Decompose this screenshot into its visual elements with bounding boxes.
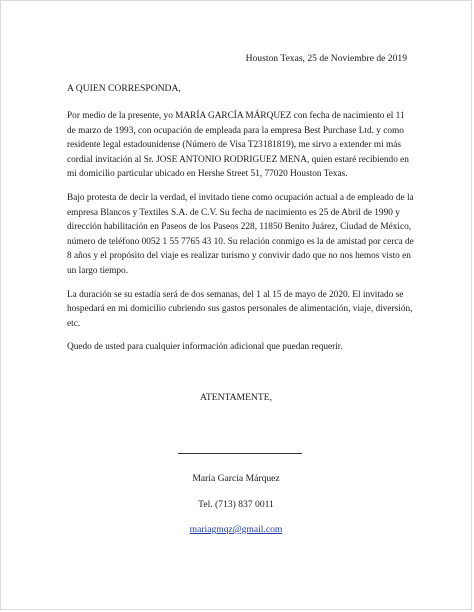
paragraph-guest-details: Bajo protesta de decir la verdad, el invitado tiene como ocupación actual a de empleado de la empresa Blancos y Textiles S.A. de C.V. Su fecha de nacimiento es 25 de Abril de 1990 y dirección habilitación en Paseos de los Paseos 228, 11850 Benito Juárez, Ciudad de México, número de teléfono 0052 1 55 7765 43 10. Su relación conmigo es la de amistad por cerca de 8 años y el propósito del viaje es realizar turismo y convivir dado que no nos hemos visto en un largo tiempo. — [67, 192, 414, 276]
paragraph-stay-duration: La duración se su estadía será de dos semanas, del 1 al 15 de mayo de 2020. El invitado se hospedará en mi domicilio cubriendo sus gastos personales de alimentación, viaje, diversión, etc. — [67, 289, 413, 329]
letter-body — [67, 109, 414, 364]
signature-email-row — [1, 524, 471, 536]
date-line: Houston Texas, 25 de Noviembre de 2019 — [245, 53, 407, 64]
signature-name: María García Márquez — [192, 473, 280, 484]
signature-phone: Tel. (713) 837 0011 — [198, 499, 274, 510]
signature-line — [178, 453, 302, 454]
paragraph-closing-remark: Quedo de usted para cualquier información adicional que puedan requerir. — [67, 342, 343, 353]
closing: ATENTAMENTE, — [200, 392, 272, 403]
email-link[interactable]: mariagmqz@gmail.com — [189, 524, 283, 535]
paragraph-invitation: Por medio de la presente, yo MARÍA GARCÍA MÁRQUEZ con fecha de nacimiento el 11 de marzo de 1993, con ocupación de empleada para la empresa Best Purchase Ltd. y como residente legal estadounidense (Número de Visa T23181819), me sirvo a extender mi más cordial invitación al Sr. JOSE ANTONIO RODRIGUEZ MENA, quien estaré recibiendo en mi domicilio particular ubicado en Hershe Street 51, 77020 Houston Texas. — [67, 111, 409, 180]
salutation: A QUIEN CORRESPONDA, — [67, 83, 181, 94]
